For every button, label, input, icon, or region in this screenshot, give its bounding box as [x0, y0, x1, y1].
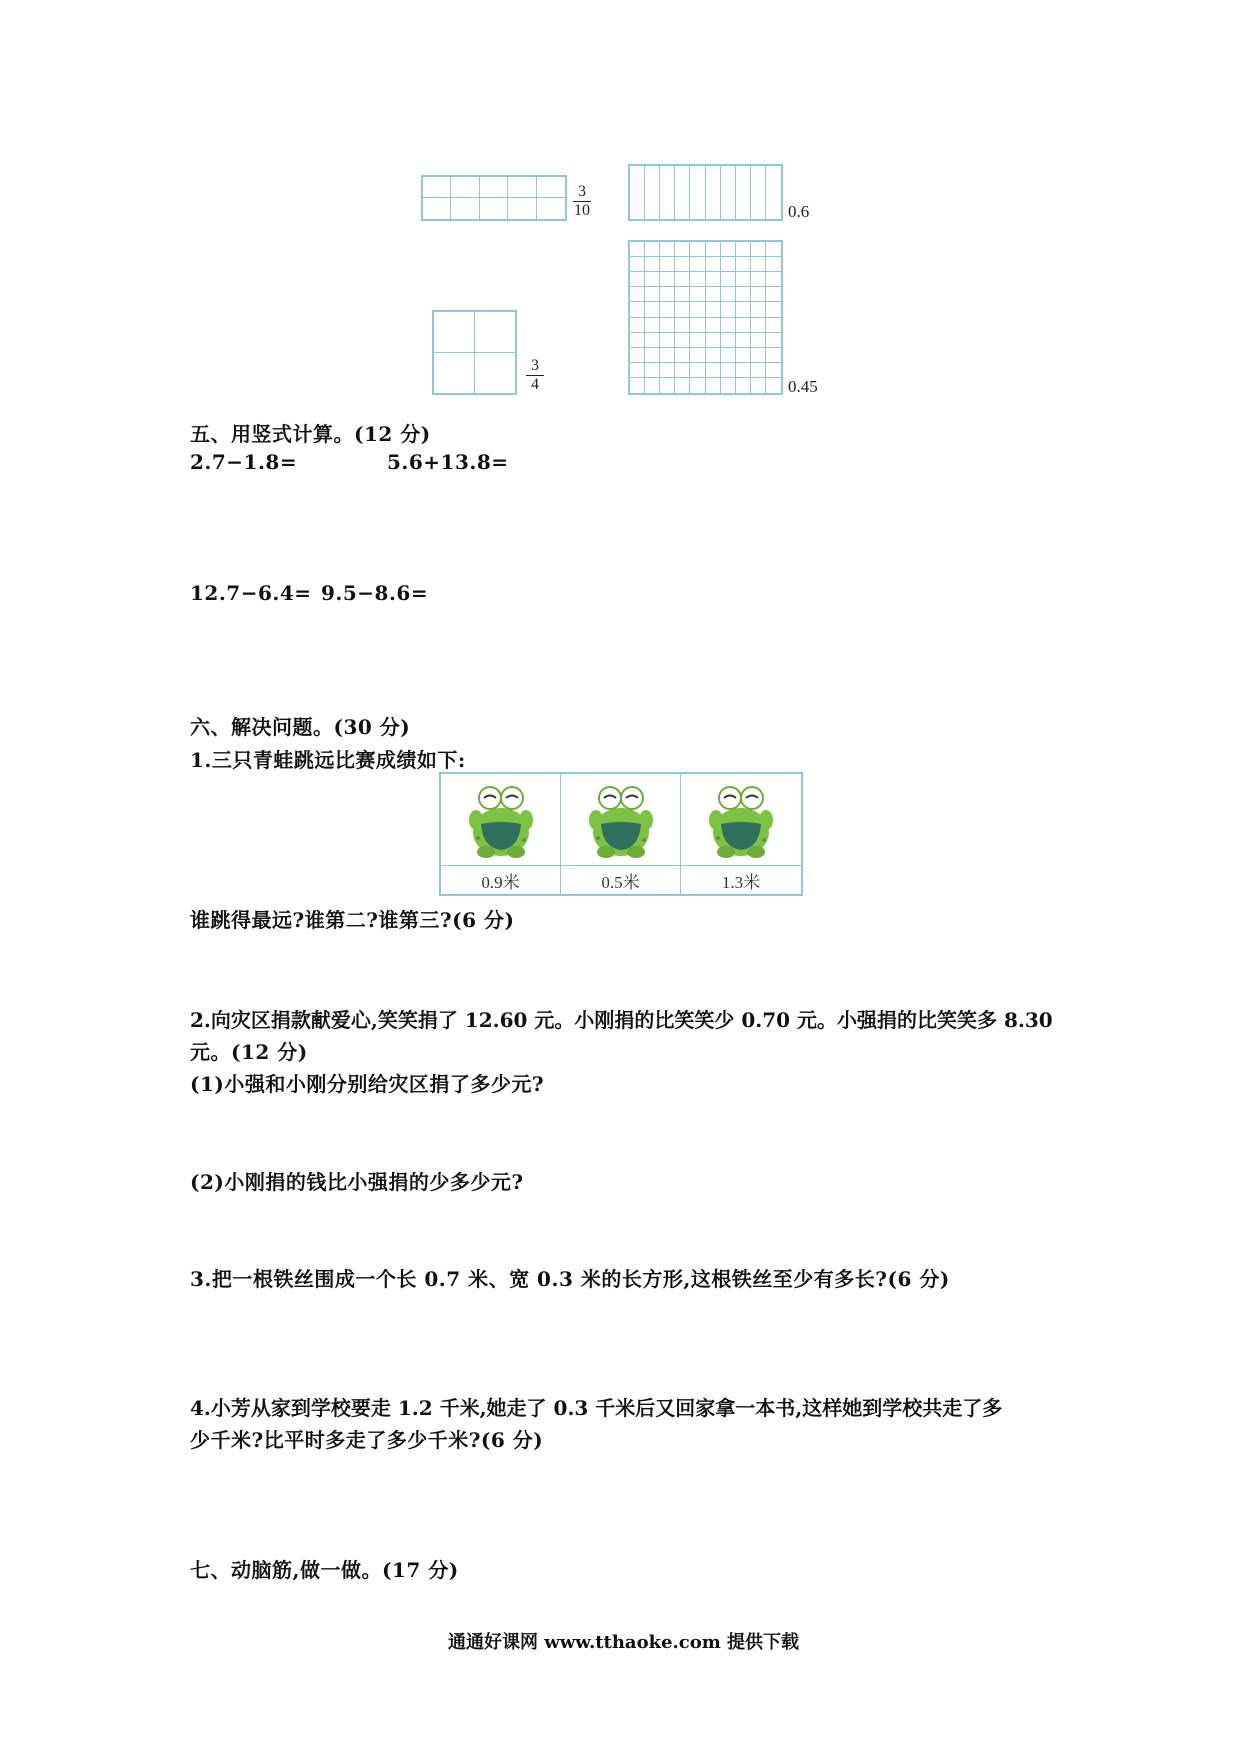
grid-cell: [736, 272, 751, 287]
grid-cell: [736, 302, 751, 317]
grid-cell: [645, 302, 660, 317]
question-2-line2: 元。(12 分): [190, 1040, 308, 1064]
grid-cell: [660, 348, 675, 363]
calc-item: 12.7−6.4=: [190, 581, 312, 605]
grid-cell: [630, 363, 645, 378]
grid-cell: [675, 242, 690, 257]
grid-cell: [645, 242, 660, 257]
grid-cell: [751, 302, 766, 317]
frog-icon: [464, 780, 538, 860]
grid-cell: [721, 363, 736, 378]
frog-cell: [441, 774, 561, 866]
grid-cell: [766, 378, 781, 393]
grid-cell: [721, 302, 736, 317]
grid-cell: [645, 272, 660, 287]
grid-cell: [690, 318, 705, 333]
grid-cell: [721, 348, 736, 363]
fraction-grid-100: [628, 240, 783, 395]
frog-cell: [681, 774, 801, 866]
grid-cell: [630, 302, 645, 317]
grid-cell: [706, 257, 721, 272]
grid-cell: [766, 318, 781, 333]
grid-cell: [690, 333, 705, 348]
grid-cell: [645, 287, 660, 302]
strips-label-0-6: 0.6: [788, 202, 810, 221]
grid-label-0-45: 0.45: [788, 377, 818, 396]
grid-cell: [706, 318, 721, 333]
grid-cell: [736, 363, 751, 378]
grid-cell: [766, 242, 781, 257]
grid-cell: [630, 333, 645, 348]
grid-cell: [630, 287, 645, 302]
grid-cell: [690, 302, 705, 317]
grid-cell: [645, 333, 660, 348]
grid-cell: [660, 287, 675, 302]
grid-cell: [675, 272, 690, 287]
grid-cell: [751, 257, 766, 272]
grid-cell: [660, 318, 675, 333]
frog-icon: [704, 780, 778, 860]
grid-cell: [690, 363, 705, 378]
grid-cell: [675, 318, 690, 333]
grid-cell: [721, 257, 736, 272]
grid-cell: [751, 272, 766, 287]
grid-cell: [736, 378, 751, 393]
grid-cell: [721, 287, 736, 302]
fraction-rect-10-grid: [421, 175, 567, 221]
grid-cell: [675, 333, 690, 348]
grid-cell: [721, 378, 736, 393]
frog-icon: [584, 780, 658, 860]
page-footer: 通通好课网 www.tthaoke.com 提供下载: [448, 1632, 800, 1653]
grid-cell: [645, 363, 660, 378]
fraction-strips-10-grid: [628, 164, 783, 221]
grid-cell: [660, 257, 675, 272]
grid-cell: [645, 318, 660, 333]
question-2-line1: 2.向灾区捐款献爱心,笑笑捐了 12.60 元。小刚捐的比笑笑少 0.70 元。小强捐的比笑笑多 8.30: [190, 1008, 1053, 1032]
fraction-square-4-grid: [432, 310, 517, 395]
grid-cell: [690, 257, 705, 272]
calc-item: 5.6+13.8=: [387, 450, 509, 474]
grid-cell: [706, 287, 721, 302]
grid-cell: [706, 378, 721, 393]
grid-cell: [630, 348, 645, 363]
grid-cell: [675, 287, 690, 302]
grid-cell: [751, 378, 766, 393]
grid-cell: [675, 378, 690, 393]
fraction-label-3-4: 3 4: [526, 358, 544, 393]
grid-cell: [721, 333, 736, 348]
grid-cell: [736, 318, 751, 333]
grid-cell: [660, 242, 675, 257]
grid-cell: [690, 348, 705, 363]
grid-cell: [690, 272, 705, 287]
grid-cell: [751, 287, 766, 302]
grid-cell: [660, 333, 675, 348]
section7-heading: 七、动脑筋,做一做。(17 分): [190, 1558, 459, 1582]
grid-cell: [766, 257, 781, 272]
frog-distance: 0.5米: [561, 866, 681, 894]
grid-cell: [675, 348, 690, 363]
grid-cell: [660, 363, 675, 378]
grid-cell: [736, 287, 751, 302]
grid-cell: [660, 378, 675, 393]
fraction-label-3-10: 3 10: [574, 183, 590, 219]
question-3: 3.把一根铁丝围成一个长 0.7 米、宽 0.3 米的长方形,这根铁丝至少有多长?(6 分): [190, 1267, 950, 1291]
grid-cell: [721, 242, 736, 257]
grid-cell: [706, 363, 721, 378]
frog-cell: [561, 774, 681, 866]
grid-cell: [736, 333, 751, 348]
question-4-line1: 4.小芳从家到学校要走 1.2 千米,她走了 0.3 千米后又回家拿一本书,这样她到学校共走了多: [190, 1396, 1003, 1420]
section6-heading: 六、解决问题。(30 分): [190, 715, 411, 739]
grid-cell: [766, 333, 781, 348]
grid-cell: [751, 363, 766, 378]
grid-cell: [721, 272, 736, 287]
grid-cell: [736, 348, 751, 363]
grid-cell: [706, 272, 721, 287]
grid-cell: [675, 257, 690, 272]
grid-cell: [766, 363, 781, 378]
frog-distance: 0.9米: [441, 866, 561, 894]
grid-cell: [630, 242, 645, 257]
grid-cell: [706, 333, 721, 348]
grid-cell: [751, 348, 766, 363]
grid-cell: [736, 257, 751, 272]
grid-cell: [751, 318, 766, 333]
grid-cell: [660, 302, 675, 317]
grid-cell: [706, 242, 721, 257]
grid-cell: [675, 302, 690, 317]
grid-cell: [751, 242, 766, 257]
frog-distance: 1.3米: [721, 872, 761, 892]
grid-cell: [706, 302, 721, 317]
grid-cell: [766, 302, 781, 317]
question-2-sub2: (2)小刚捐的钱比小强捐的少多少元?: [190, 1170, 524, 1194]
grid-cell: [706, 348, 721, 363]
grid-cell: [766, 287, 781, 302]
question-1-ask: 谁跳得最远?谁第二?谁第三?(6 分): [190, 908, 515, 932]
grid-cell: [751, 333, 766, 348]
grid-cell: [721, 318, 736, 333]
question-1-intro: 1.三只青蛙跳远比赛成绩如下:: [190, 748, 466, 772]
grid-cell: [645, 378, 660, 393]
grid-cell: [690, 287, 705, 302]
grid-cell: [630, 272, 645, 287]
grid-cell: [630, 318, 645, 333]
grid-cell: [766, 348, 781, 363]
grid-cell: [766, 272, 781, 287]
grid-cell: [736, 242, 751, 257]
grid-cell: [630, 378, 645, 393]
grid-cell: [645, 257, 660, 272]
grid-cell: [690, 378, 705, 393]
calc-item: 9.5−8.6=: [321, 581, 429, 605]
frog-results-table: [439, 772, 803, 896]
grid-cell: [630, 257, 645, 272]
calc-item: 2.7−1.8=: [190, 450, 298, 474]
question-2-sub1: (1)小强和小刚分别给灾区捐了多少元?: [190, 1072, 545, 1096]
grid-cell: [645, 348, 660, 363]
grid-cell: [660, 272, 675, 287]
grid-cell: [675, 363, 690, 378]
question-4-line2: 少千米?比平时多走了多少千米?(6 分): [190, 1428, 544, 1452]
grid-cell: [690, 242, 705, 257]
section5-heading: 五、用竖式计算。(12 分): [190, 422, 431, 446]
